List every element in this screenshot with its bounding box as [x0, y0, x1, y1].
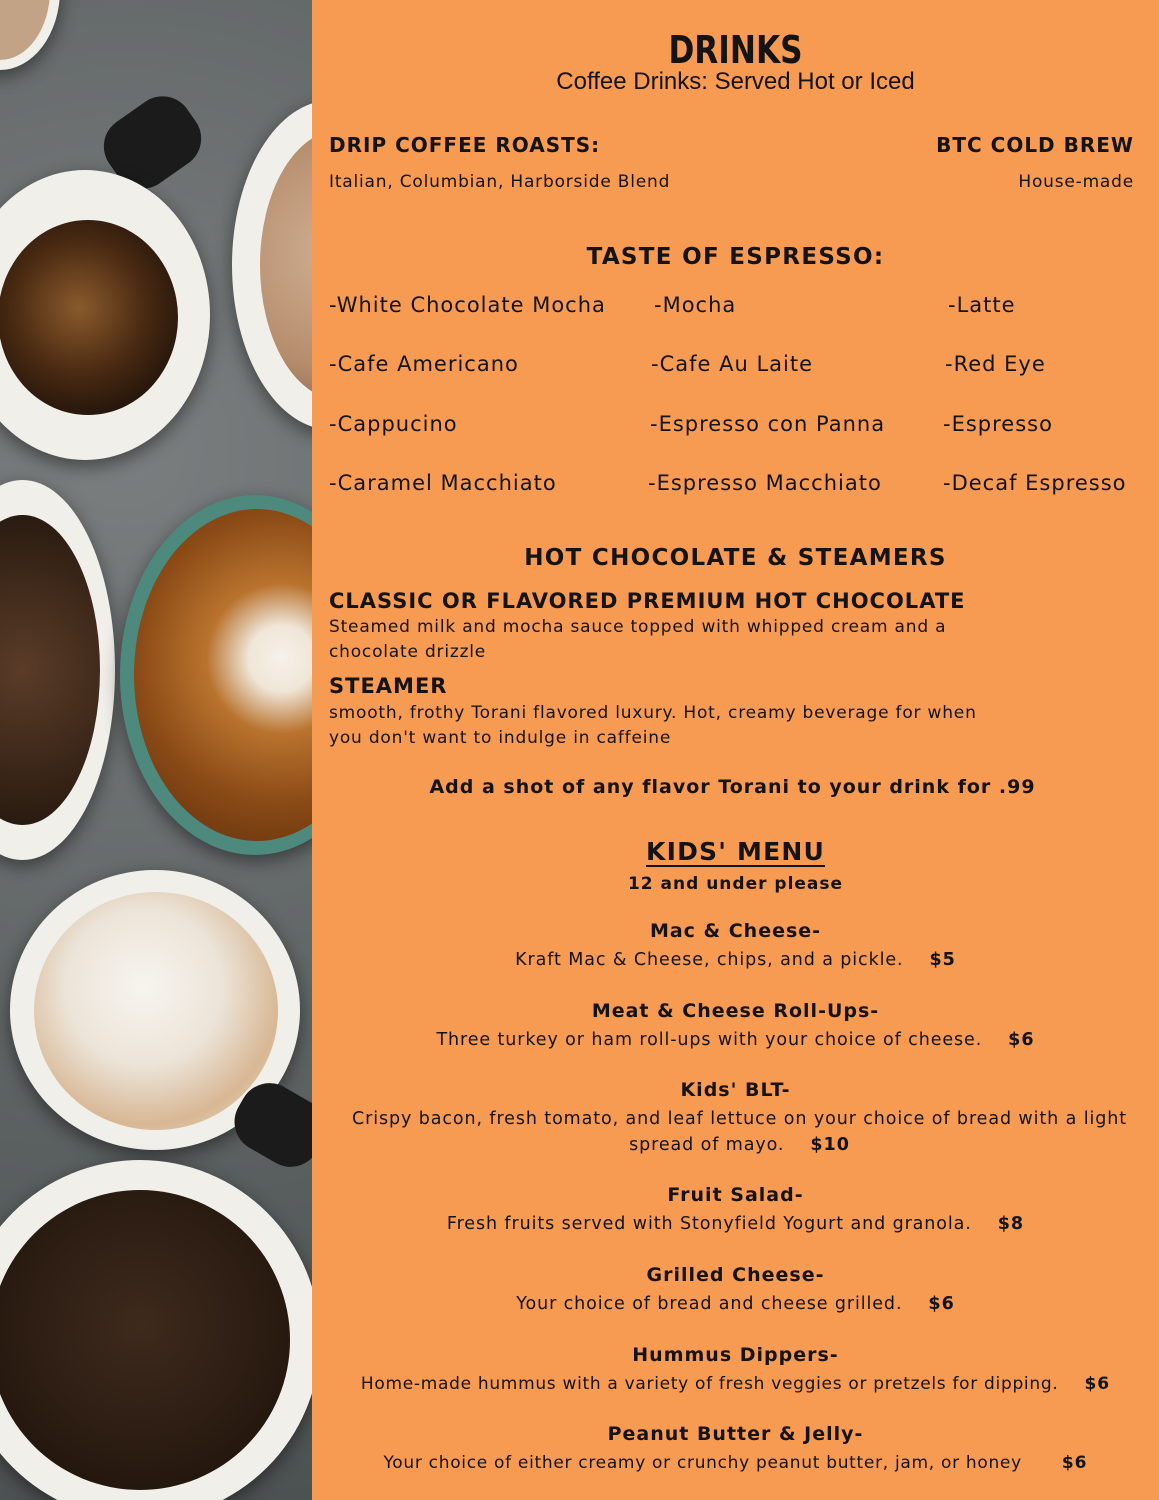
drip-coffee-value: Italian, Columbian, Harborside Blend: [329, 172, 671, 192]
cold-brew-label: BTC COLD BREW: [936, 133, 1134, 157]
kids-item-text: Fresh fruits served with Stonyfield Yogurt and granola.: [446, 1214, 972, 1234]
kids-item-text: Kraft Mac & Cheese, chips, and a pickle.: [515, 950, 904, 970]
kids-menu-note: 12 and under please: [627, 874, 844, 894]
steamer-desc: smooth, frothy Torani flavored luxury. Hot, creamy beverage for when you don't want to indulge in caffeine: [329, 703, 977, 748]
espresso-item: -Mocha: [654, 293, 737, 317]
kids-item-name: Fruit Salad-: [667, 1184, 804, 1206]
kids-menu-heading: KIDS' MENU: [646, 837, 825, 866]
kids-item-name: Hummus Dippers-: [632, 1344, 839, 1366]
espresso-item: -Red Eye: [945, 352, 1046, 376]
espresso-item: -Cafe Au Laite: [651, 352, 814, 376]
kids-item-desc: [337, 1106, 1142, 1158]
steamer-name: STEAMER: [329, 674, 448, 698]
kids-item-desc: [312, 947, 1159, 973]
kids-item-price: $5: [929, 950, 956, 970]
kids-item-desc: [312, 1211, 1159, 1237]
hot-chocolate-heading: HOT CHOCOLATE & STEAMERS: [524, 545, 947, 571]
kids-item-text: Three turkey or ham roll-ups with your choice of cheese.: [436, 1030, 983, 1050]
coffee-cup: [232, 100, 312, 430]
kids-item-text: Home-made hummus with a variety of fresh veggies or pretzels for dipping.: [360, 1374, 1059, 1394]
kids-item-text: Crispy bacon, fresh tomato, and leaf lettuce on your choice of bread with a light spread of mayo.: [352, 1109, 1127, 1155]
espresso-item: -Espresso: [943, 412, 1053, 436]
espresso-item: -Cappucino: [329, 412, 458, 436]
kids-item-desc: [312, 1371, 1159, 1397]
kids-item-desc: [312, 1291, 1159, 1317]
kids-item-price: $10: [810, 1135, 850, 1155]
espresso-item: -White Chocolate Mocha: [329, 293, 606, 317]
coffee-cups-photo: [0, 0, 312, 1500]
espresso-item: -Espresso Macchiato: [648, 471, 882, 495]
page-subtitle: Coffee Drinks: Served Hot or Iced: [556, 68, 915, 95]
kids-item-price: $6: [1084, 1374, 1111, 1394]
espresso-heading: TASTE OF ESPRESSO:: [586, 244, 885, 270]
espresso-item: -Latte: [948, 293, 1016, 317]
coffee-cup: [0, 0, 60, 70]
kids-item-name: Kids' BLT-: [680, 1079, 791, 1101]
menu-panel: [312, 0, 1159, 1500]
espresso-item: -Decaf Espresso: [943, 471, 1127, 495]
kids-item-text: Your choice of bread and cheese grilled.: [516, 1294, 903, 1314]
kids-item-price: $6: [1008, 1030, 1035, 1050]
kids-item-price: $6: [1061, 1453, 1088, 1473]
kids-item-name: Peanut Butter & Jelly-: [607, 1423, 864, 1445]
coffee-cup: [0, 170, 210, 460]
kids-item-price: $8: [997, 1214, 1025, 1234]
kids-item-price: $6: [928, 1294, 955, 1314]
kids-item-desc: [312, 1027, 1159, 1053]
coffee-cup: [0, 480, 115, 860]
kids-item-name: Meat & Cheese Roll-Ups-: [591, 1000, 880, 1022]
hot-chocolate-name: CLASSIC OR FLAVORED PREMIUM HOT CHOCOLATE: [329, 589, 966, 613]
kids-item-text: Your choice of either creamy or crunchy peanut butter, jam, or honey: [383, 1453, 1022, 1473]
drip-coffee-label: DRIP COFFEE ROASTS:: [329, 133, 601, 157]
cold-brew-value: House-made: [1018, 172, 1134, 192]
espresso-item: -Cafe Americano: [329, 352, 519, 376]
kids-item-name: Grilled Cheese-: [646, 1264, 825, 1286]
kids-item-desc: [312, 1450, 1159, 1476]
hot-chocolate-desc: Steamed milk and mocha sauce topped with whipped cream and a chocolate drizzle: [329, 617, 947, 662]
coffee-cup: [120, 495, 312, 855]
coffee-cup: [0, 1160, 312, 1500]
torani-addon: Add a shot of any flavor Torani to your drink for .99: [429, 776, 1036, 798]
page-title: DRINKS: [668, 28, 803, 72]
kids-item-name: Mac & Cheese-: [649, 920, 822, 942]
espresso-item: -Espresso con Panna: [650, 412, 886, 436]
espresso-item: -Caramel Macchiato: [329, 471, 557, 495]
